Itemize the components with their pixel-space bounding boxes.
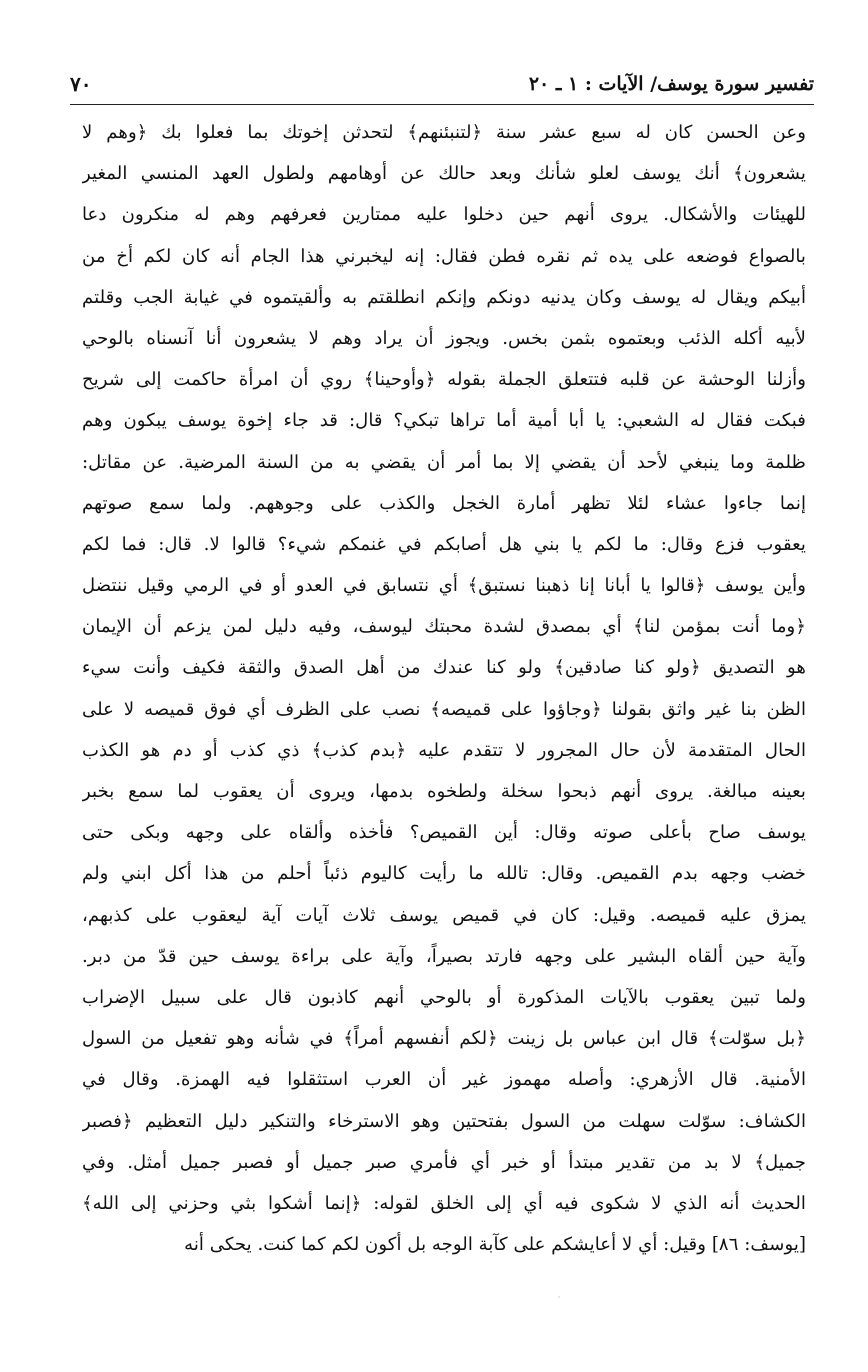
text-line: يعقوب فزع وقال: ما لكم يا بني هل أصابكم في غنمكم شيء؟ قالوا لا. قال: فما لكم (82, 533, 806, 555)
text-line: إنما جاءوا عشاء لئلا تظهر أمارة الخجل والكذب على وجوههم. ولما سمع صوتهم (82, 492, 806, 514)
text-line: ﴿بل سوّلت﴾ قال ابن عباس بل زينت ﴿لكم أنفسهم أمراً﴾ في شأنه وهو تفعيل من السول (82, 1028, 806, 1050)
text-line: فبكت فقال له الشعبي: يا أبا أمية أما تراها تبكي؟ قال: قد جاء إخوة يوسف يبكون وهم (82, 410, 806, 432)
text-line: خضب وجهه بدم القميص. وقال: تالله ما رأيت كاليوم ذئباً أحلم من هذا أكل ابني ولم (82, 863, 806, 885)
text-line: [يوسف: ٨٦] وقيل: أي لا أعايشكم على كآبة الوجه بل أكون لكم كما كنت. يحكى أنه (184, 1234, 806, 1256)
page-header (70, 68, 814, 100)
text-line: يشعرون﴾ أنك يوسف لعلو شأنك وبعد حالك عن أوهامهم ولطول العهد المنسي المغير (82, 163, 806, 185)
page-number: ٧٠ (70, 72, 92, 96)
text-line: ولما تبين يعقوب بالآيات المذكورة أو بالوحي أنهم كاذبون قال على سبيل الإضراب (82, 986, 806, 1008)
text-line: هو التصديق ﴿ولو كنا صادقين﴾ ولو كنا عندك من أهل الصدق والثقة فكيف وأنت سيء (82, 657, 806, 679)
text-line: للهيئات والأشكال. يروى أنهم حين دخلوا عليه ممتارين فعرفهم وهم له منكرون دعا (82, 204, 806, 226)
text-line: ظلمة وما ينبغي لأحد أن يقضي إلا بما أمر أن يقضي به من السنة المرضية. عن مقاتل: (82, 451, 806, 473)
text-line: وعن الحسن كان له سبع عشر سنة ﴿لتنبئنهم﴾ لتحدثن إخوتك بما فعلوا بك ﴿وهم لا (82, 122, 806, 143)
text-line: بالصواع فوضعه على يده ثم نقره فطن فقال: إنه ليخبرني هذا الجام أنه كان لكم أخ من (82, 245, 806, 267)
text-line: وأين يوسف ﴿قالوا يا أبانا إنا ذهبنا نستبق﴾ أي نتسابق في العدو أو في الرمي وقيل ننتضل (82, 575, 806, 597)
text-line: الظن بنا غير واثق بقولنا ﴿وجاؤوا على قميصه﴾ نصب على الظرف أي فوق قميصه لا على (82, 698, 806, 720)
text-line: الكشاف: سوّلت سهلت من السول بفتحتين وهو الاسترخاء والتنكير دليل التعظيم ﴿فصبر (82, 1110, 806, 1132)
text-line: الحديث أنه الذي لا شكوى فيه أي إلى الخلق لقوله: ﴿إنما أشكوا بثي وحزني إلى الله﴾ (82, 1192, 806, 1214)
text-line: بعينه مبالغة. يروى أنهم ذبحوا سخلة ولطخوه بدمها، ويروى أن يعقوب لما سمع بخبر (82, 781, 806, 802)
text-line: يوسف صاح بأعلى صوته وقال: أين القميص؟ فأخذه وألقاه على وجهه وبكى حتى (82, 822, 806, 844)
running-title: تفسير سورة يوسف/ الآيات : ١ ـ ٢٠ (528, 73, 814, 95)
text-line: جميل﴾ لا بد من تقدير مبتدأ أو خبر أي فأمري صبر جميل أو فصبر جميل أمثل. وفي (82, 1151, 806, 1173)
text-line: لأبيه أكله الذئب وبعتموه بثمن بخس. ويجوز أن يراد وهم لا يشعرون أنا آنسناه بالوحي (82, 327, 806, 349)
header-rule (70, 104, 814, 105)
body-text (82, 112, 806, 1265)
text-line: وآية حين ألقاه البشير على وجهه فارتد بصيراً، وآية على براءة يوسف حين قدّ من دبر. (82, 945, 806, 967)
text-line: وأزلنا الوحشة عن قلبه فتتعلق الجملة بقوله ﴿وأوحينا﴾ روي أن امرأة حاكمت إلى شريح (82, 369, 806, 391)
page-speck (558, 1296, 560, 1298)
text-line: يمزق عليه قميصه. وقيل: كان في قميص يوسف ثلاث آيات آية ليعقوب على كذبهم، (82, 904, 806, 926)
text-line: أبيكم ويقال له يوسف وكان يدنيه دونكم وإنكم انطلقتم به وألقيتموه في غيابة الجب وقلتم (82, 286, 806, 308)
text-line: الحال المتقدمة لأن حال المجرور لا تتقدم عليه ﴿بدم كذب﴾ ذي كذب أو دم هو الكذب (82, 739, 806, 761)
text-line: الأمنية. قال الأزهري: وأصله مهموز غير أن العرب استثقلوا فيه الهمزة. وقال في (82, 1069, 806, 1091)
text-line: ﴿وما أنت بمؤمن لنا﴾ أي بمصدق لشدة محبتك ليوسف، وفيه دليل لمن يزعم أن الإيمان (82, 616, 806, 638)
